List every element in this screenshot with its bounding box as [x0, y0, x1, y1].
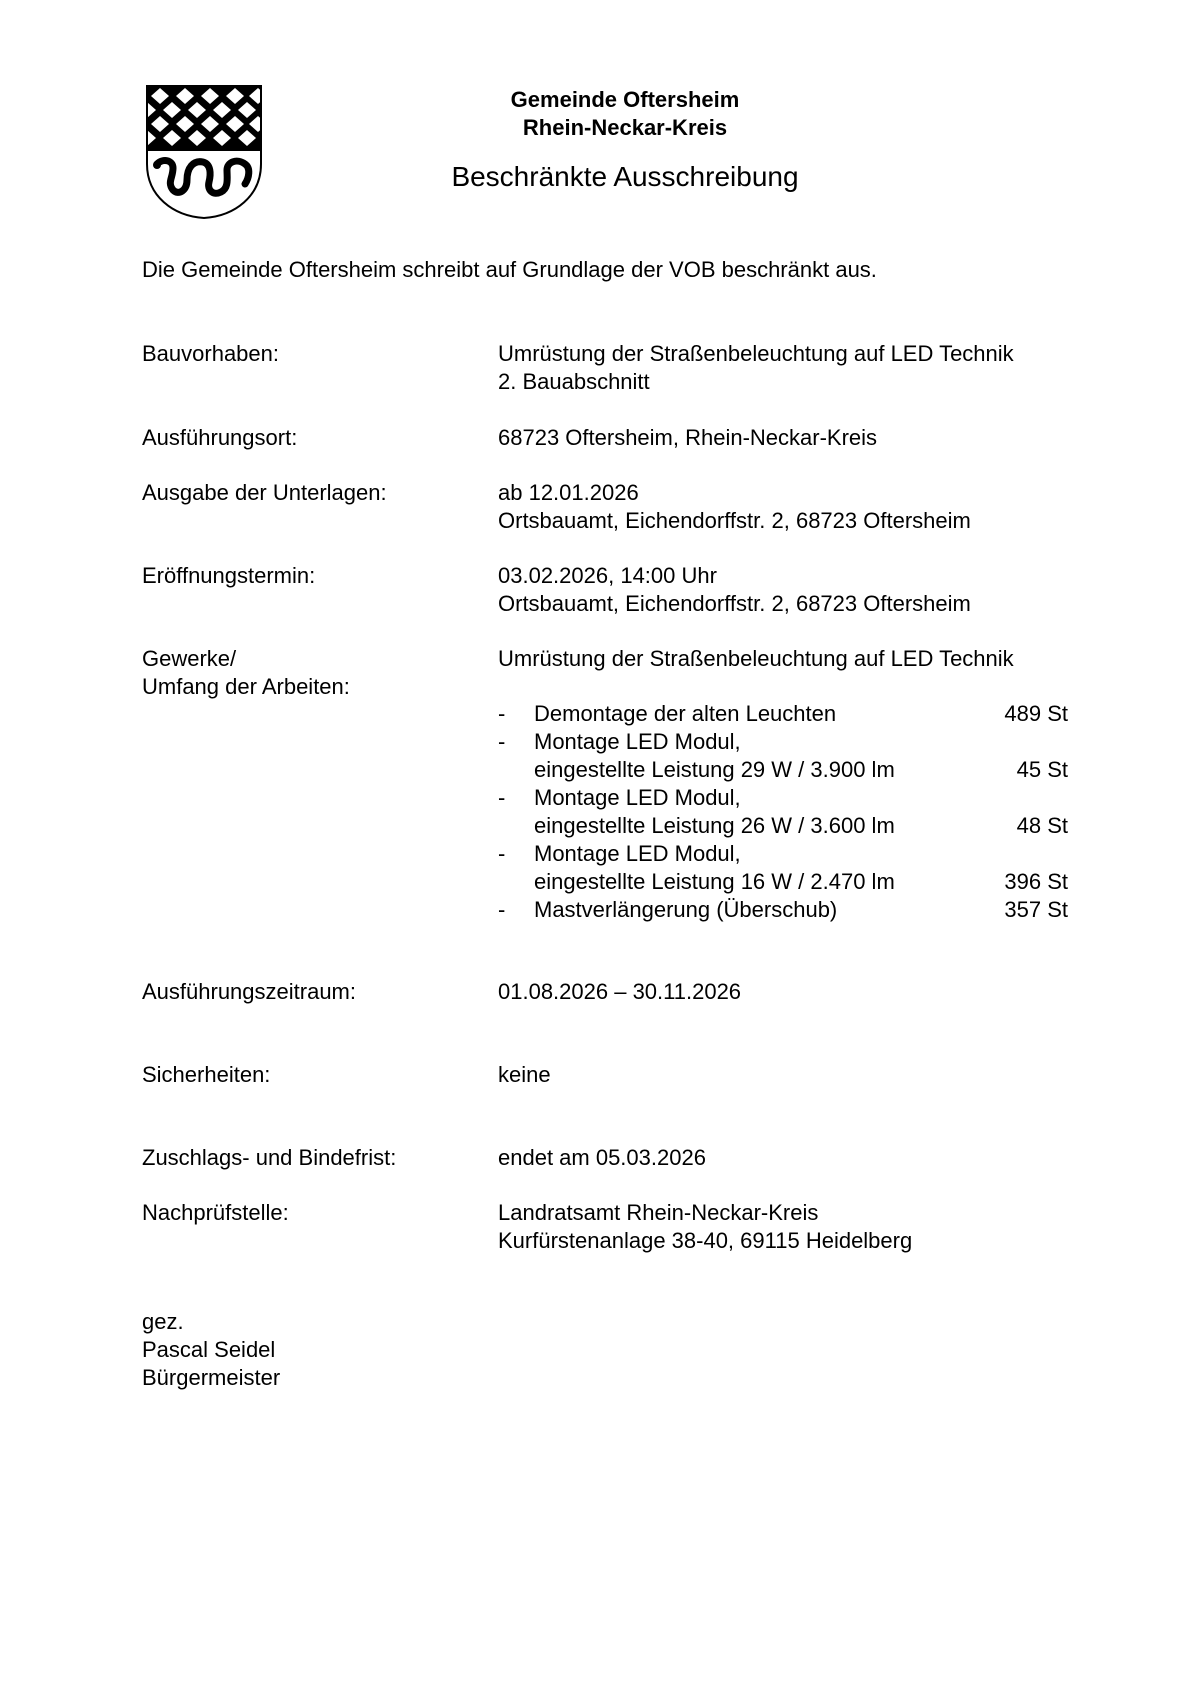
- document-title: Beschränkte Ausschreibung: [451, 161, 799, 192]
- item-description-detail: eingestellte Leistung 29 W / 3.900 lm: [534, 757, 895, 782]
- value-ausgabe-line1: ab 12.01.2026: [498, 480, 639, 505]
- org-name: Gemeinde Oftersheim: [510, 87, 740, 112]
- label-gewerke-line2: Umfang der Arbeiten:: [142, 674, 350, 699]
- list-item: [498, 700, 1068, 728]
- value-bauvorhaben-line2: 2. Bauabschnitt: [498, 369, 650, 394]
- value-gewerke: Umrüstung der Straßenbeleuchtung auf LED Technik: [498, 646, 1014, 671]
- label-ausfuehrungsort: Ausführungsort:: [142, 425, 298, 450]
- list-dash: -: [498, 897, 506, 922]
- value-eroeffnung: [498, 562, 1068, 618]
- list-dash: -: [498, 701, 506, 726]
- work-items-list: [498, 700, 1068, 924]
- item-quantity: 45 St: [1016, 757, 1068, 782]
- signature-title: Bürgermeister: [142, 1365, 281, 1390]
- coat-of-arms-logo: [145, 84, 263, 220]
- header: [360, 86, 890, 194]
- list-item: [498, 728, 1068, 784]
- org-district: Rhein-Neckar-Kreis: [522, 115, 728, 140]
- signature-gez: gez.: [142, 1309, 184, 1334]
- value-sicherheiten: keine: [498, 1062, 551, 1087]
- value-bauvorhaben-line1: Umrüstung der Straßenbeleuchtung auf LED Technik: [498, 341, 1014, 366]
- value-ausgabe: [498, 479, 1068, 535]
- label-eroeffnung: Eröffnungstermin:: [142, 563, 316, 588]
- label-gewerke-line1: Gewerke/: [142, 646, 237, 671]
- item-quantity: 48 St: [1016, 813, 1068, 838]
- value-nachpruef-line1: Landratsamt Rhein-Neckar-Kreis: [498, 1200, 819, 1225]
- item-quantity: 489 St: [1004, 701, 1068, 726]
- list-dash: -: [498, 841, 506, 866]
- list-item: [498, 896, 1068, 924]
- value-nachpruef-line2: Kurfürstenanlage 38-40, 69115 Heidelberg: [498, 1228, 913, 1253]
- value-eroeffnung-line1: 03.02.2026, 14:00 Uhr: [498, 563, 717, 588]
- item-description-detail: eingestellte Leistung 16 W / 2.470 lm: [534, 869, 895, 894]
- item-description: Montage LED Modul,: [534, 785, 741, 810]
- label-zuschlag: Zuschlags- und Bindefrist:: [142, 1145, 397, 1170]
- signature-name: Pascal Seidel: [142, 1337, 276, 1362]
- label-zeitraum: Ausführungszeitraum:: [142, 979, 356, 1004]
- item-description: Montage LED Modul,: [534, 729, 741, 754]
- value-zuschlag: endet am 05.03.2026: [498, 1145, 706, 1170]
- item-quantity: 357 St: [1004, 897, 1068, 922]
- label-sicherheiten: Sicherheiten:: [142, 1062, 271, 1087]
- item-description-detail: eingestellte Leistung 26 W / 3.600 lm: [534, 813, 895, 838]
- label-nachpruef: Nachprüfstelle:: [142, 1200, 289, 1225]
- signature-block: [142, 1308, 280, 1392]
- value-bauvorhaben: [498, 340, 1068, 396]
- item-quantity: 396 St: [1004, 869, 1068, 894]
- value-nachpruef: [498, 1199, 1068, 1255]
- value-ausfuehrungsort: 68723 Oftersheim, Rhein-Neckar-Kreis: [498, 425, 878, 450]
- intro-text: Die Gemeinde Oftersheim schreibt auf Grundlage der VOB beschränkt aus.: [142, 257, 877, 282]
- list-item: [498, 840, 1068, 896]
- list-dash: -: [498, 729, 506, 754]
- value-ausgabe-line2: Ortsbauamt, Eichendorffstr. 2, 68723 Oftersheim: [498, 508, 971, 533]
- label-bauvorhaben: Bauvorhaben:: [142, 341, 279, 366]
- item-description: Demontage der alten Leuchten: [534, 701, 837, 726]
- item-description: Montage LED Modul,: [534, 841, 741, 866]
- label-gewerke: [142, 645, 350, 701]
- list-item: [498, 784, 1068, 840]
- list-dash: -: [498, 785, 506, 810]
- value-zeitraum: 01.08.2026 – 30.11.2026: [498, 979, 742, 1004]
- label-ausgabe: Ausgabe der Unterlagen:: [142, 480, 387, 505]
- value-eroeffnung-line2: Ortsbauamt, Eichendorffstr. 2, 68723 Oftersheim: [498, 591, 971, 616]
- item-description: Mastverlängerung (Überschub): [534, 897, 838, 922]
